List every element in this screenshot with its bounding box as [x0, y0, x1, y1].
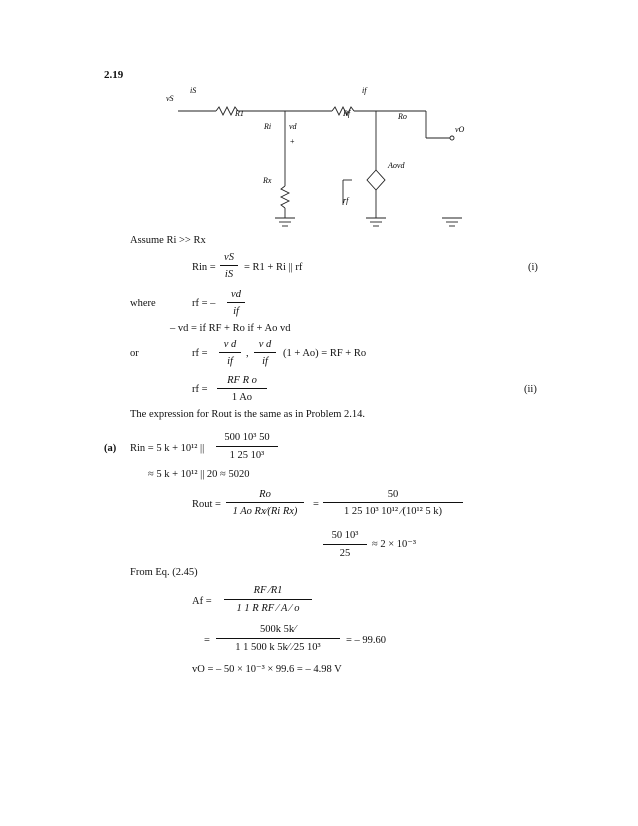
rin-den: iS	[224, 269, 234, 280]
or-label: or	[130, 348, 139, 359]
rf2-lhs: rf =	[192, 348, 208, 359]
kvl-equation: – vd = if RF + Ro if + Ao vd	[170, 323, 291, 334]
rout-den2: 1 25 10³ 10¹² ⁄(10¹² 5 k)	[344, 506, 442, 517]
af2-equals: =	[204, 635, 210, 646]
label-vs: vS	[166, 94, 174, 103]
problem-number: 2.19	[104, 69, 124, 81]
rout-num2: 50	[387, 489, 399, 500]
resistor-rx	[281, 186, 289, 208]
assume-text: Assume Ri >> Rx	[130, 235, 206, 246]
rf2-n1: v d	[223, 339, 237, 350]
rin-num: vS	[224, 252, 234, 263]
rout-note: The expression for Rout is the same as in Problem 2.14.	[130, 409, 366, 420]
rf-num: vd	[231, 289, 241, 300]
from-eq-label: From Eq. (2.45)	[130, 567, 198, 578]
approx-rin: ≈ 5 k + 10¹² || 20 ≈ 5020	[148, 469, 250, 480]
rin-a-den: 1 25 10³	[229, 450, 265, 461]
label-rf-arrow: rf	[343, 196, 349, 205]
rf2-d1: if	[227, 356, 233, 367]
rout2-frac	[323, 489, 463, 517]
rf2-n2: v d	[258, 339, 272, 350]
eq-ii: (ii)	[524, 384, 537, 395]
rout-bar	[226, 502, 304, 503]
label-plus: +	[290, 137, 295, 146]
af-den: 1 1 R RF ⁄ A ⁄ o	[236, 603, 300, 614]
af-lhs: Af =	[192, 596, 212, 607]
af2-den: 1 1 500 k 5k⁄ ⁄25 10³	[235, 642, 321, 653]
eq-i: (i)	[528, 262, 538, 273]
rf-den: if	[233, 306, 239, 317]
rf3-den: 1 Ao	[231, 392, 253, 403]
rout-lhs: Rout =	[192, 499, 221, 510]
rf2-bar1	[219, 352, 241, 353]
label-rf: Rf	[343, 109, 351, 118]
vo-result: vO = – 50 × 10⁻³ × 99.6 = – 4.98 V	[192, 664, 342, 675]
label-ri: Ri	[264, 122, 272, 131]
rout-frac	[226, 489, 304, 517]
label-is: iS	[190, 86, 197, 95]
rf2-comma: ,	[246, 348, 249, 359]
output-terminal	[450, 136, 454, 140]
rin-frac	[218, 252, 240, 280]
label-r1: R1	[235, 109, 244, 118]
dependent-source	[367, 170, 385, 190]
label-if: if	[362, 86, 367, 95]
af-frac	[224, 585, 312, 614]
rin-lhs: Rin =	[192, 262, 216, 273]
af2-frac	[216, 624, 340, 653]
rout-den: 1 Ao Rx⁄(Ri Rx)	[232, 506, 298, 517]
af-num: RF ⁄R1	[253, 585, 283, 596]
rin-a-lhs: Rin = 5 k + 10¹² ||	[130, 443, 205, 454]
rf3-num: RF R o	[227, 375, 257, 386]
label-rx: Rx	[263, 176, 272, 185]
af2-result: = – 99.60	[346, 635, 387, 646]
rin-bar	[220, 265, 238, 266]
af-bar	[224, 599, 312, 600]
rout-num: Ro	[259, 489, 271, 500]
af2-num: 500k 5k⁄	[260, 624, 296, 635]
rout3-den: 25	[339, 548, 351, 559]
rout2-bar	[323, 502, 463, 503]
rin-rhs: = R1 + Ri || rf	[244, 262, 303, 273]
af2-bar	[216, 638, 340, 639]
rout3-num: 50 10³	[331, 530, 359, 541]
rf3-bar	[217, 388, 267, 389]
rin-a-bar	[216, 446, 278, 447]
rin-a-num: 500 10³ 50	[224, 432, 270, 443]
label-ro: Ro	[398, 112, 407, 121]
rf2-frac2	[252, 339, 278, 367]
rin-a-frac	[216, 432, 278, 461]
where-label: where	[130, 298, 156, 309]
rout3-result: ≈ 2 × 10⁻³	[372, 539, 416, 550]
rf2-bar2	[254, 352, 276, 353]
rf2-rhs: (1 + Ao) = RF + Ro	[283, 348, 367, 359]
rf3-frac	[217, 375, 267, 403]
rf-bar	[227, 302, 245, 303]
rf-frac	[225, 289, 247, 317]
rf-lhs: rf = –	[192, 298, 216, 309]
part-a-label: (a)	[104, 443, 117, 454]
label-aovd: Aovd	[388, 161, 405, 170]
rout3-frac	[323, 530, 367, 559]
label-vd: vd	[289, 122, 297, 131]
label-vo: vO	[455, 125, 465, 134]
rout-equals: =	[313, 499, 319, 510]
circuit-diagram	[0, 0, 638, 240]
rf2-frac1	[217, 339, 243, 367]
rout3-bar	[323, 544, 367, 545]
rf2-d2: if	[262, 356, 268, 367]
rf3-lhs: rf =	[192, 384, 208, 395]
